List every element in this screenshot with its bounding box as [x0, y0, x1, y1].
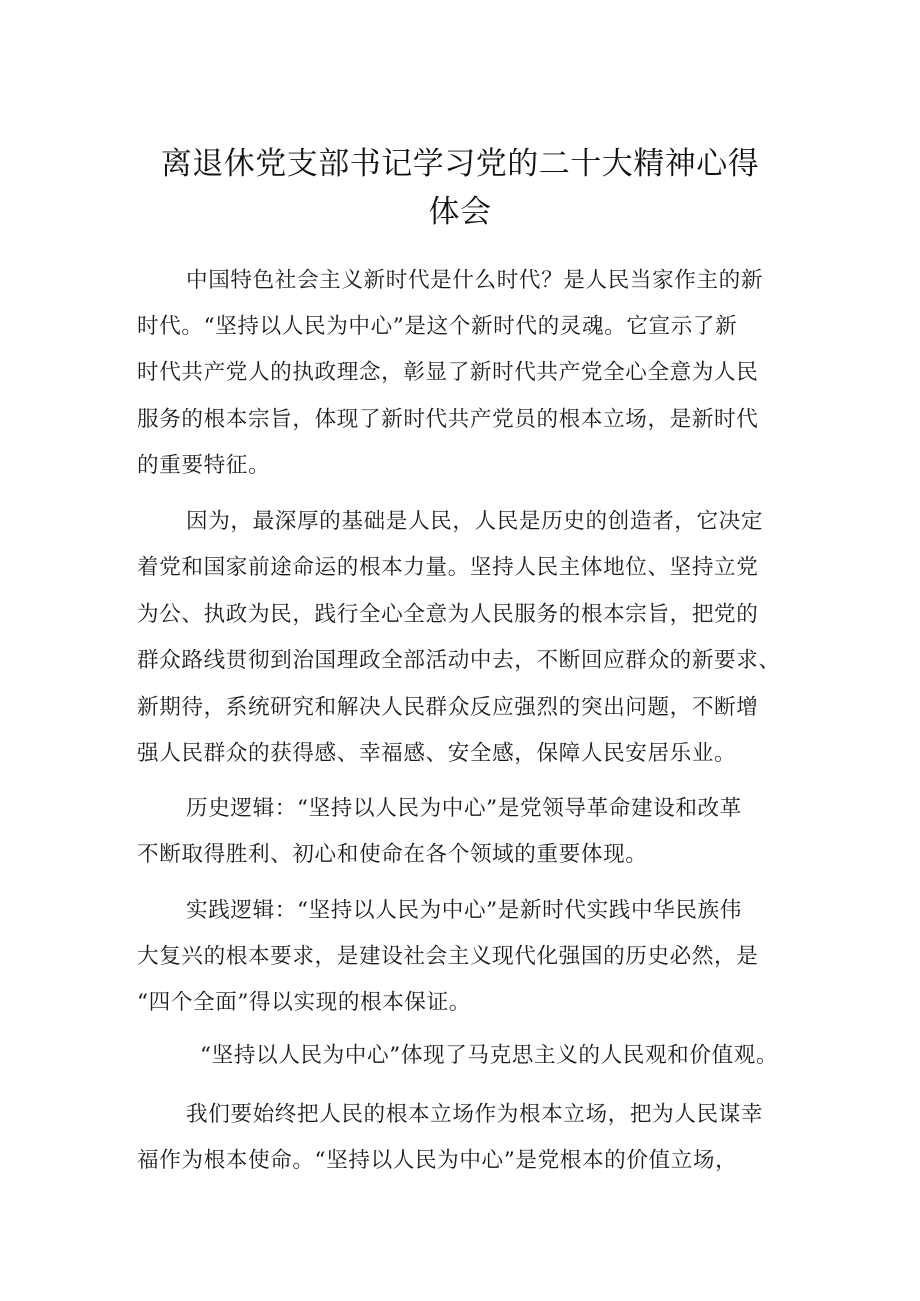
paragraph-1-line-1: 中国特色社会主义新时代是什么时代？是人民当家作主的新 [186, 268, 764, 293]
paragraph-6-line-1: 我们要始终把人民的根本立场作为根本立场，把为人民谋幸 [186, 1102, 764, 1127]
paragraph-2-line-1: 因为，最深厚的基础是人民，人民是历史的创造者，它决定 [186, 509, 764, 534]
paragraph-4-line-2: 大复兴的根本要求，是建设社会主义现代化强国的历史必然，是 [137, 944, 759, 969]
paragraph-3-line-1: 历史逻辑：“坚持以人民为中心”是党领导革命建设和改革 [186, 796, 742, 821]
paragraph-2-line-6: 强人民群众的获得感、幸福感、安全感，保障人民安居乐业。 [137, 741, 737, 766]
paragraph-2-line-4: 群众路线贯彻到治国理政全部活动中去，不断回应群众的新要求、 [137, 648, 781, 673]
paragraph-5-line-1: “坚持以人民为中心”体现了马克思主义的人民观和价值观。 [200, 1043, 779, 1068]
paragraph-6-line-2: 福作为根本使命。“坚持以人民为中心”是党根本的价值立场， [137, 1148, 738, 1173]
paragraph-1-line-5: 的重要特征。 [137, 453, 271, 478]
paragraph-1-line-3: 时代共产党人的执政理念，彰显了新时代共产党全心全意为人民 [137, 360, 759, 385]
paragraph-2-line-2: 着党和国家前途命运的根本力量。坚持人民主体地位、坚持立党 [137, 555, 759, 580]
paragraph-2-line-5: 新期待，系统研究和解决人民群众反应强烈的突出问题，不断增 [137, 695, 759, 720]
paragraph-4-line-1: 实践逻辑：“坚持以人民为中心”是新时代实践中华民族伟 [186, 898, 742, 923]
paragraph-1-line-2: 时代。“坚持以人民为中心”是这个新时代的灵魂。它宣示了新 [137, 314, 738, 339]
paragraph-3-line-2: 不断取得胜利、初心和使命在各个领域的重要体现。 [137, 842, 648, 867]
document-title-line-2: 体会 [428, 194, 492, 230]
paragraph-4-line-3: “四个全面”得以实现的根本保证。 [137, 990, 471, 1015]
paragraph-1-line-4: 服务的根本宗旨，体现了新时代共产党员的根本立场，是新时代 [137, 407, 759, 432]
paragraph-2-line-3: 为公、执政为民，践行全心全意为人民服务的根本宗旨，把党的 [137, 602, 759, 627]
document-title-line-1: 离退休党支部书记学习党的二十大精神心得 [160, 146, 760, 182]
